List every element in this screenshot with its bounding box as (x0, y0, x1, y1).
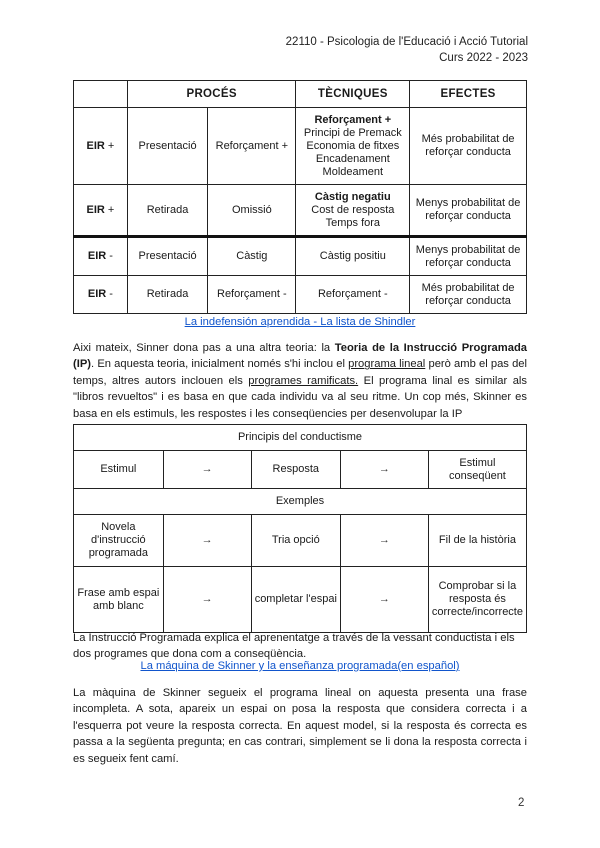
process-b-cell: Omissió (208, 185, 296, 237)
response-cell: Resposta (251, 451, 340, 489)
text-span: però amb el pas del temps, altres autors inclouen els (73, 358, 527, 387)
eir-cell (74, 108, 128, 185)
header-proces: PROCÉS (127, 81, 296, 108)
table-row (74, 567, 527, 633)
technique-cell: Càstig positiu (296, 237, 410, 276)
programes-ramificats-underlined: programes ramificats. (248, 374, 359, 387)
table-row (74, 237, 527, 276)
arrow-icon: → (340, 515, 428, 567)
response-cell: Tria opció (251, 515, 340, 567)
header-efectes: EFECTES (410, 81, 527, 108)
table-row (74, 185, 527, 237)
eir-cell (74, 185, 128, 237)
skinner-machine-paragraph: La màquina de Skinner segueix el programa lineal on aquesta presenta una frase incompleta. A sota, apareix un espai on posa la resposta que considera correcta i a l'esquerra pot veure la resposta correcta. En aquest model, si la resposta és correcta es passa a la següenta pregunta; en cas contrari, simplement se li dona la resposta correcta i es segueix fent camí. (73, 687, 527, 765)
process-b-cell: Càstig (208, 237, 296, 276)
text-span: Aixi mateix, Sinner dona pas a una altra teoria: la (73, 342, 335, 354)
process-a-cell: Retirada (127, 185, 207, 237)
ip-theory-bold: Teoria de la Instrucció Programada (IP) (73, 342, 528, 371)
eir-sign: + (107, 139, 115, 152)
table-header-row (74, 81, 527, 108)
page-number: 2 (518, 797, 525, 809)
page-header (286, 34, 528, 66)
eir-sign: - (109, 288, 113, 300)
technique-cell: Reforçament - (296, 276, 410, 314)
reinforcement-table (73, 80, 527, 314)
technique-item: Cost de resposta (311, 203, 395, 216)
stimulus-cell: Estimul (74, 451, 164, 489)
stimulus-cell: Novela d'instrucció programada (74, 515, 164, 567)
examples-label: Exemples (74, 489, 527, 515)
technique-cell (296, 185, 410, 237)
effect-cell: Menys probabilitat de reforçar conducta (410, 185, 527, 237)
programa-lineal-underlined: programa lineal (348, 358, 426, 371)
effect-cell: Més probabilitat de reforçar conducta (410, 108, 527, 185)
table-row (74, 108, 527, 185)
text-span: . En aquesta teoria, inicialment només s'hi inclou el (91, 358, 349, 371)
text-span: El programa linal es similar als "libros revueltos" i es basa en que cada individu va al seu ritme. Un cop més, Skinner es basa en els estimuls, les respostes i les conseqüencies per desenvolupar la IP (73, 374, 528, 420)
table-row (74, 276, 527, 314)
technique-item: Temps fora (325, 216, 381, 229)
consequence-cell: Fil de la història (428, 515, 526, 567)
eir-label: EIR (87, 288, 107, 300)
arrow-icon: → (340, 451, 428, 489)
ip-theory-paragraph (73, 340, 527, 422)
table-title-row (74, 425, 527, 451)
table-row (74, 515, 527, 567)
arrow-icon: → (163, 567, 251, 633)
process-a-cell: Presentació (127, 237, 207, 276)
shindler-video-link[interactable]: La indefensión aprendida - La lista de Shindler (184, 316, 416, 328)
technique-title: Reforçament + (314, 113, 392, 126)
consequence-cell: Comprobar si la resposta és correcte/incorrecte (428, 567, 526, 633)
eir-cell (74, 237, 128, 276)
header-empty (74, 81, 128, 108)
eir-cell (74, 276, 128, 314)
technique-item: Principi de Premack (303, 126, 402, 139)
technique-item: Encadenament (315, 152, 390, 165)
process-b-cell: Reforçament + (208, 108, 296, 185)
skinner-machine-video-link[interactable]: La máquina de Skinner y la enseñanza programada(en español) (140, 660, 460, 672)
behaviorism-table (73, 424, 527, 633)
course-year: Curs 2022 - 2023 (439, 52, 528, 64)
ip-summary-paragraph: La Instrucció Programada explica el aprenentatge a través de la vessant conductista i els dos programes que dona com a conseqüència. (73, 632, 515, 661)
eir-sign: - (109, 250, 113, 262)
table-title: Principis del conductisme (74, 425, 527, 451)
arrow-icon: → (163, 451, 251, 489)
response-cell: completar l'espai (251, 567, 340, 633)
eir-sign: + (107, 203, 115, 216)
process-a-cell: Presentació (127, 108, 207, 185)
course-title: 22110 - Psicologia de l'Educació i Acció Tutorial (285, 36, 528, 48)
header-tecniques: TÈCNIQUES (296, 81, 410, 108)
process-b-cell: Reforçament - (208, 276, 296, 314)
eir-label: EIR (86, 139, 105, 152)
arrow-icon: → (340, 567, 428, 633)
eir-label: EIR (87, 250, 107, 262)
technique-cell (296, 108, 410, 185)
examples-label-row (74, 489, 527, 515)
table-row (74, 451, 527, 489)
effect-cell: Menys probabilitat de reforçar conducta (410, 237, 527, 276)
consequence-cell: Estimul conseqüent (428, 451, 526, 489)
arrow-icon: → (163, 515, 251, 567)
effect-cell: Més probabilitat de reforçar conducta (410, 276, 527, 314)
stimulus-cell: Frase amb espai amb blanc (74, 567, 164, 633)
technique-title: Càstig negatiu (314, 190, 391, 203)
eir-label: EIR (86, 203, 105, 216)
technique-item: Moldeament (322, 165, 384, 178)
technique-item: Economia de fitxes (306, 139, 400, 152)
process-a-cell: Retirada (127, 276, 207, 314)
